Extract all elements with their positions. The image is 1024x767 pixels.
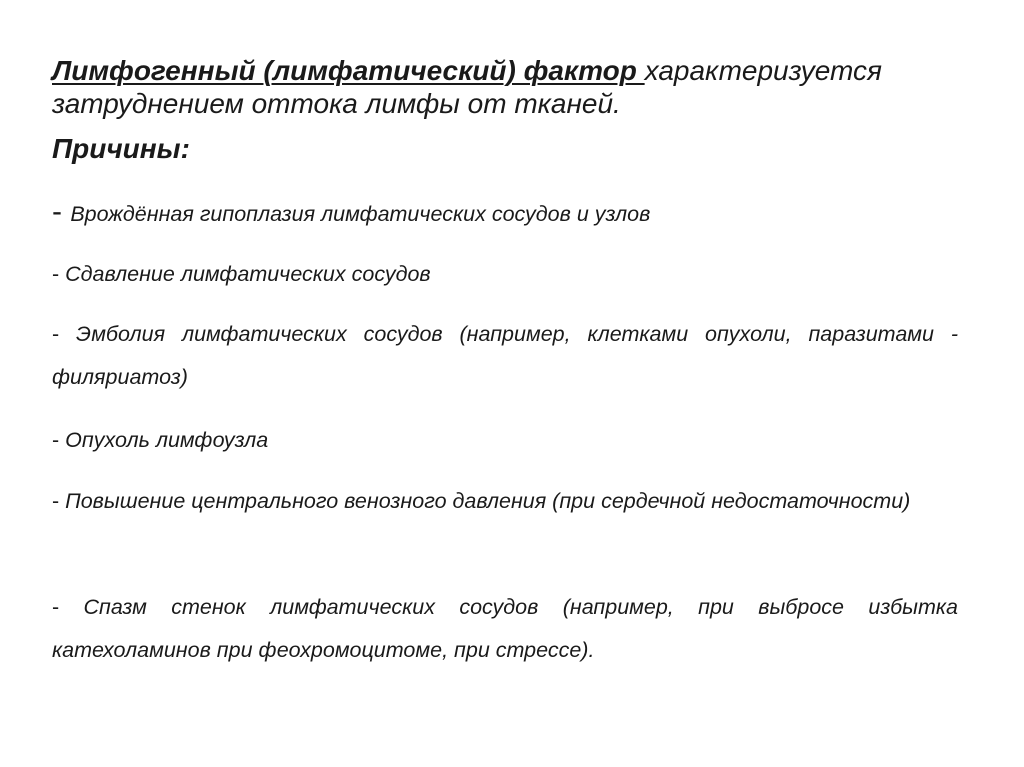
cause-item	[52, 190, 958, 236]
cause-text: Спазм стенок лимфатических сосудов (например, при выбросе избытка катехоламинов при феохромоцитоме, при стрессе).	[52, 595, 959, 662]
cause-dash: -	[52, 195, 71, 228]
cause-item	[52, 586, 958, 672]
cause-text: Врождённая гипоплазия лимфатических сосудов и узлов	[70, 202, 651, 226]
cause-item	[52, 253, 958, 296]
cause-item	[52, 480, 958, 523]
causes-heading: Причины:	[52, 133, 190, 164]
cause-text: Повышение центрального венозного давления (при сердечной недостаточности)	[65, 489, 911, 513]
cause-text: Эмболия лимфатических сосудов (например, клетками опухоли, паразитами - филяриатоз)	[52, 322, 958, 389]
cause-dash: -	[52, 262, 66, 286]
cause-item	[52, 313, 958, 399]
cause-text: Сдавление лимфатических сосудов	[65, 262, 431, 286]
cause-text: Опухоль лимфоузла	[65, 428, 269, 452]
intro-definition: характеризуется затруднением оттока лимфы от тканей.	[52, 55, 882, 119]
cause-dash: -	[52, 489, 66, 513]
cause-dash: -	[52, 322, 77, 346]
cause-dash: -	[52, 595, 84, 619]
cause-item	[52, 419, 958, 462]
intro-term: Лимфогенный (лимфатический) фактор	[52, 55, 645, 86]
cause-dash: -	[52, 428, 66, 452]
intro-paragraph	[52, 54, 958, 120]
